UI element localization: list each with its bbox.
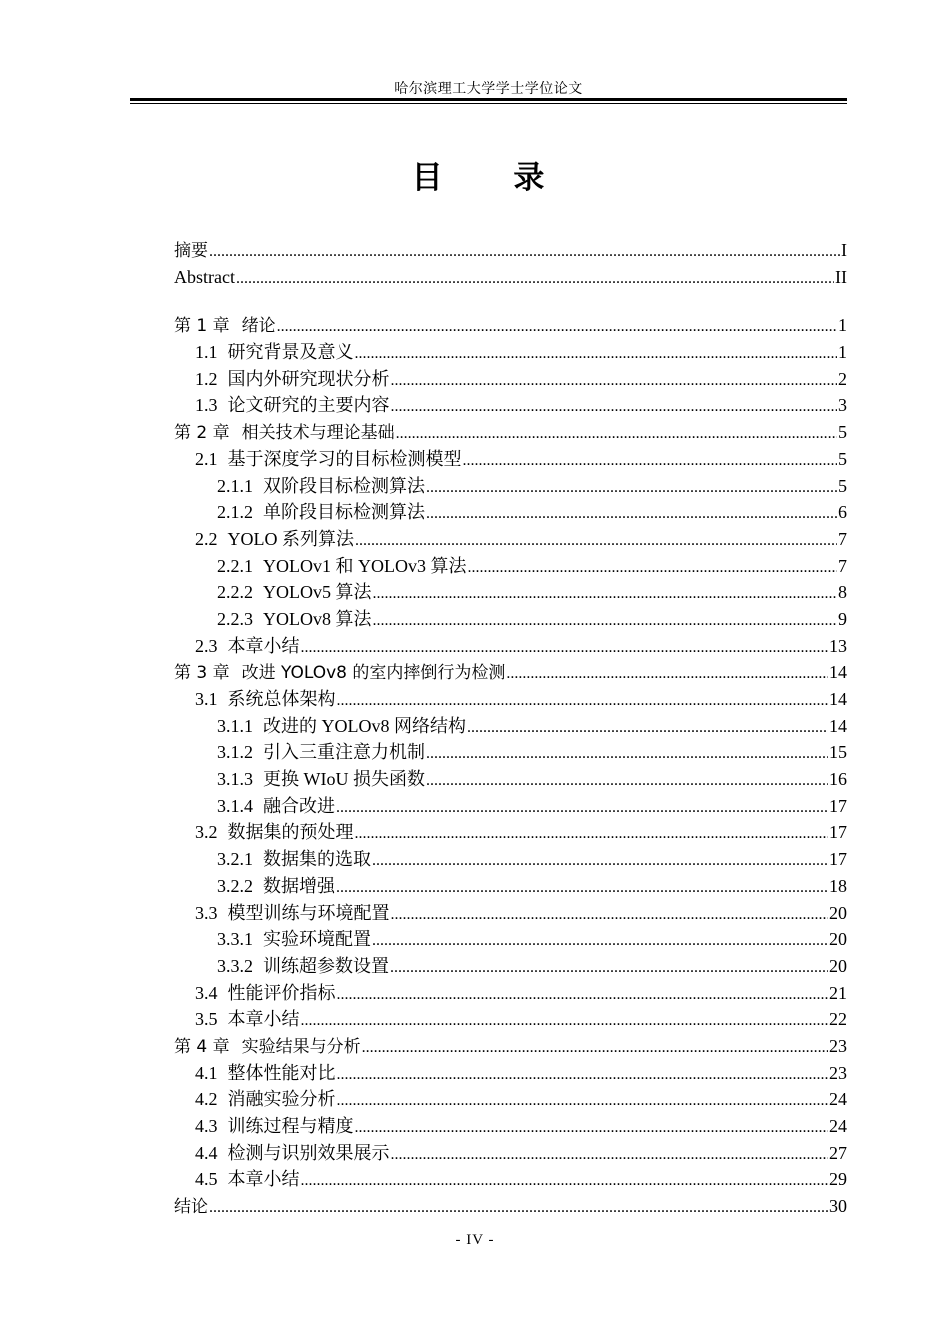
toc-entry[interactable]	[174, 659, 847, 686]
toc-dot-leader	[426, 501, 837, 528]
toc-entry[interactable]	[174, 366, 847, 393]
toc-entry-page: 5	[838, 422, 847, 443]
toc-entry-page: 23	[829, 1062, 847, 1083]
toc-dot-leader	[373, 581, 838, 608]
toc-entry[interactable]	[174, 264, 847, 291]
toc-dot-leader	[337, 1088, 829, 1115]
toc-dot-leader	[362, 1035, 828, 1062]
toc-dot-leader	[391, 368, 838, 395]
toc-dot-leader	[277, 314, 837, 341]
toc-entry-number: 3.3.2	[217, 955, 253, 976]
toc-entry[interactable]	[174, 793, 847, 820]
toc-entry-label: 改进 YOLOv8 的室内摔倒行为检测	[241, 663, 506, 684]
table-of-contents	[174, 237, 847, 1220]
toc-entry-label: 更换 WIoU 损失函数	[263, 769, 425, 790]
toc-entry-label: 摘要	[174, 241, 208, 261]
toc-entry-number: 第 4 章	[174, 1036, 230, 1057]
toc-entry-page: 15	[829, 742, 847, 763]
toc-entry[interactable]	[174, 579, 847, 606]
toc-entry-page: 1	[838, 342, 847, 363]
toc-entry-label: 基于深度学习的目标检测模型	[227, 448, 462, 469]
toc-dot-leader	[337, 1062, 829, 1089]
toc-dot-leader	[209, 239, 840, 266]
toc-entry-page: 7	[838, 555, 847, 576]
toc-entry[interactable]	[174, 739, 847, 766]
toc-entry[interactable]	[174, 339, 847, 366]
toc-entry-number: 4.2	[195, 1089, 218, 1110]
toc-dot-leader	[426, 741, 828, 768]
toc-dot-leader	[301, 1168, 829, 1195]
toc-dot-leader	[209, 1195, 828, 1222]
toc-dot-leader	[391, 1142, 829, 1169]
page-title: 目 录	[411, 160, 575, 196]
toc-entry-number: 3.5	[195, 1009, 218, 1030]
toc-entry[interactable]	[174, 846, 847, 873]
toc-entry[interactable]	[174, 1193, 847, 1220]
toc-entry-page: 24	[829, 1116, 847, 1136]
toc-dot-leader	[391, 394, 838, 421]
toc-dot-leader	[396, 421, 837, 448]
toc-entry[interactable]	[174, 419, 847, 446]
toc-entry-label: YOLOv5 算法	[263, 582, 372, 603]
toc-entry-page: 9	[838, 608, 847, 629]
toc-entry-number: 第 2 章	[174, 423, 230, 444]
toc-dot-leader	[426, 475, 837, 502]
toc-entry-label: 性能评价指标	[227, 982, 336, 1003]
toc-entry[interactable]	[174, 1140, 847, 1167]
toc-entry[interactable]	[174, 606, 847, 633]
toc-entry-label: 国内外研究现状分析	[227, 368, 390, 389]
toc-entry-page: 27	[829, 1142, 847, 1163]
toc-entry-number: 4.4	[195, 1142, 218, 1163]
toc-entry-number: 3.3.1	[217, 929, 253, 950]
toc-gap	[174, 290, 847, 312]
toc-entry[interactable]	[174, 713, 847, 740]
toc-entry-label: 本章小结	[227, 635, 300, 656]
header-rule-thin	[130, 103, 847, 104]
toc-entry-number: 2.1	[195, 448, 218, 469]
toc-entry[interactable]	[174, 766, 847, 793]
page-number: - IV -	[455, 1232, 495, 1248]
toc-entry[interactable]	[174, 633, 847, 660]
toc-entry-page: 1	[838, 315, 847, 336]
toc-dot-leader	[337, 982, 829, 1009]
toc-entry[interactable]	[174, 1166, 847, 1193]
toc-entry-label: 整体性能对比	[227, 1062, 336, 1083]
toc-entry[interactable]	[174, 392, 847, 419]
toc-entry[interactable]	[174, 446, 847, 473]
toc-entry[interactable]	[174, 499, 847, 526]
running-header: 哈尔滨理工大学学士学位论文	[394, 82, 583, 97]
toc-entry[interactable]	[174, 926, 847, 953]
toc-entry-label: 数据增强	[263, 875, 335, 896]
toc-entry-page: 6	[838, 502, 847, 523]
toc-entry-label: 融合改进	[263, 795, 335, 816]
toc-dot-leader	[336, 795, 828, 822]
toc-entry-label: YOLOv8 算法	[263, 608, 372, 629]
toc-entry-label: 结论	[174, 1197, 208, 1218]
toc-entry-page: 7	[838, 528, 847, 549]
toc-entry-page: I	[841, 240, 847, 260]
toc-entry-number: 2.2.3	[217, 608, 253, 629]
toc-entry-number: 2.3	[195, 635, 218, 656]
toc-entry-number: 2.1.2	[217, 502, 253, 523]
toc-entry-page: 21	[829, 982, 847, 1003]
toc-entry-label: 引入三重注意力机制	[263, 742, 425, 763]
toc-entry-label: 研究背景及意义	[227, 342, 354, 363]
toc-entry[interactable]	[174, 312, 847, 339]
toc-entry[interactable]	[174, 237, 847, 264]
toc-entry[interactable]	[174, 980, 847, 1007]
toc-entry[interactable]	[174, 1086, 847, 1113]
toc-entry-number: 2.1.1	[217, 475, 253, 496]
toc-entry-page: 20	[829, 929, 847, 950]
toc-entry[interactable]	[174, 553, 847, 580]
toc-entry[interactable]	[174, 1033, 847, 1060]
toc-entry-label: 单阶段目标检测算法	[263, 502, 425, 523]
toc-dot-leader	[355, 528, 837, 555]
toc-dot-leader	[301, 635, 829, 662]
toc-entry-page: 24	[829, 1089, 847, 1110]
toc-entry-label: 绪论	[241, 316, 276, 337]
toc-entry-label: 数据集的选取	[263, 849, 371, 870]
toc-entry[interactable]	[174, 1113, 847, 1140]
toc-dot-leader	[336, 875, 828, 902]
toc-entry-number: 第 1 章	[174, 316, 230, 337]
toc-entry[interactable]	[174, 953, 847, 980]
toc-entry-page: 14	[829, 715, 847, 736]
toc-entry-label: 实验结果与分析	[241, 1036, 361, 1057]
toc-dot-leader	[301, 1008, 829, 1035]
toc-entry-page: 17	[829, 849, 847, 870]
toc-entry-number: 3.2.2	[217, 875, 253, 896]
toc-entry-page: 3	[838, 395, 847, 416]
toc-entry-number: 1.2	[195, 368, 218, 389]
toc-entry-label: 相关技术与理论基础	[241, 423, 395, 444]
toc-entry-page: 22	[829, 1009, 847, 1030]
toc-entry-label: 本章小结	[227, 1169, 300, 1190]
toc-entry-page: 13	[829, 635, 847, 656]
toc-entry-page: 2	[838, 368, 847, 389]
toc-entry-label: Abstract	[174, 266, 235, 287]
toc-dot-leader	[390, 955, 828, 982]
toc-entry-page: 5	[838, 448, 847, 469]
toc-entry-number: 3.1	[195, 689, 218, 709]
toc-entry-page: 5	[838, 475, 847, 496]
toc-dot-leader	[391, 902, 829, 929]
toc-entry[interactable]	[174, 873, 847, 900]
toc-entry-label: 训练超参数设置	[263, 955, 389, 976]
toc-front-matter	[174, 237, 847, 290]
header-rule-thick	[130, 98, 847, 101]
toc-entry-number: 2.2.1	[217, 555, 253, 576]
toc-entry-label: 双阶段目标检测算法	[263, 475, 425, 496]
toc-main-entries	[174, 312, 847, 1219]
toc-entry-label: 数据集的预处理	[227, 822, 354, 843]
toc-entry-page: 17	[829, 822, 847, 843]
toc-entry-number: 3.1.1	[217, 715, 253, 736]
toc-dot-leader	[467, 715, 828, 742]
toc-entry-page: 8	[838, 582, 847, 603]
toc-entry-page: 14	[829, 689, 847, 709]
toc-entry-label: 消融实验分析	[227, 1089, 336, 1110]
toc-entry-label: 本章小结	[227, 1009, 300, 1030]
toc-dot-leader	[372, 848, 828, 875]
toc-entry-number: 4.1	[195, 1062, 218, 1083]
toc-dot-leader	[355, 341, 838, 368]
toc-entry-number: 3.3	[195, 902, 218, 923]
toc-dot-leader	[355, 821, 829, 848]
toc-entry[interactable]	[174, 1006, 847, 1033]
toc-entry-page: 18	[829, 875, 847, 896]
toc-entry-page: 30	[829, 1196, 847, 1217]
toc-entry-label: 检测与识别效果展示	[227, 1142, 390, 1163]
toc-dot-leader	[426, 768, 828, 795]
toc-dot-leader	[337, 688, 829, 715]
toc-entry-number: 3.1.3	[217, 769, 253, 790]
toc-entry-number: 4.5	[195, 1169, 218, 1190]
toc-entry-label: 论文研究的主要内容	[227, 395, 390, 416]
toc-dot-leader	[506, 661, 828, 688]
toc-entry[interactable]	[174, 819, 847, 846]
toc-dot-leader	[355, 1115, 829, 1142]
toc-entry-number: 3.4	[195, 982, 218, 1003]
toc-entry-label: YOLO 系列算法	[227, 528, 354, 549]
toc-dot-leader	[372, 928, 828, 955]
toc-entry-number: 4.3	[195, 1116, 218, 1136]
toc-entry-number: 3.2.1	[217, 849, 253, 870]
toc-entry-number: 1.3	[195, 395, 218, 416]
toc-entry-page: 17	[829, 795, 847, 816]
toc-entry-page: 20	[829, 955, 847, 976]
toc-entry-page: 14	[829, 662, 847, 683]
toc-entry-page: 16	[829, 769, 847, 790]
toc-entry-label: 训练过程与精度	[227, 1116, 354, 1136]
toc-entry-page: 20	[829, 902, 847, 923]
toc-entry-label: 改进的 YOLOv8 网络结构	[263, 715, 466, 736]
toc-entry-number: 第 3 章	[174, 663, 230, 684]
toc-entry-page: 23	[829, 1035, 847, 1056]
toc-entry-number: 2.2.2	[217, 582, 253, 603]
toc-entry-number: 3.1.2	[217, 742, 253, 763]
toc-entry-label: 系统总体架构	[227, 689, 336, 709]
toc-entry-number: 3.1.4	[217, 795, 253, 816]
toc-entry-number: 3.2	[195, 822, 218, 843]
toc-entry-label: 实验环境配置	[263, 929, 371, 950]
toc-entry[interactable]	[174, 686, 847, 713]
toc-entry-page: 29	[829, 1169, 847, 1190]
toc-entry-number: 2.2	[195, 528, 218, 549]
toc-dot-leader	[467, 555, 837, 582]
toc-entry-page: II	[835, 266, 847, 287]
toc-entry[interactable]	[174, 473, 847, 500]
toc-dot-leader	[373, 608, 838, 635]
toc-entry[interactable]	[174, 526, 847, 553]
toc-dot-leader	[463, 448, 838, 475]
toc-entry-label: 模型训练与环境配置	[227, 902, 390, 923]
toc-dot-leader	[236, 266, 834, 293]
toc-entry-number: 1.1	[195, 342, 218, 363]
toc-entry[interactable]	[174, 900, 847, 927]
toc-entry-label: YOLOv1 和 YOLOv3 算法	[263, 555, 467, 576]
toc-entry[interactable]	[174, 1060, 847, 1087]
